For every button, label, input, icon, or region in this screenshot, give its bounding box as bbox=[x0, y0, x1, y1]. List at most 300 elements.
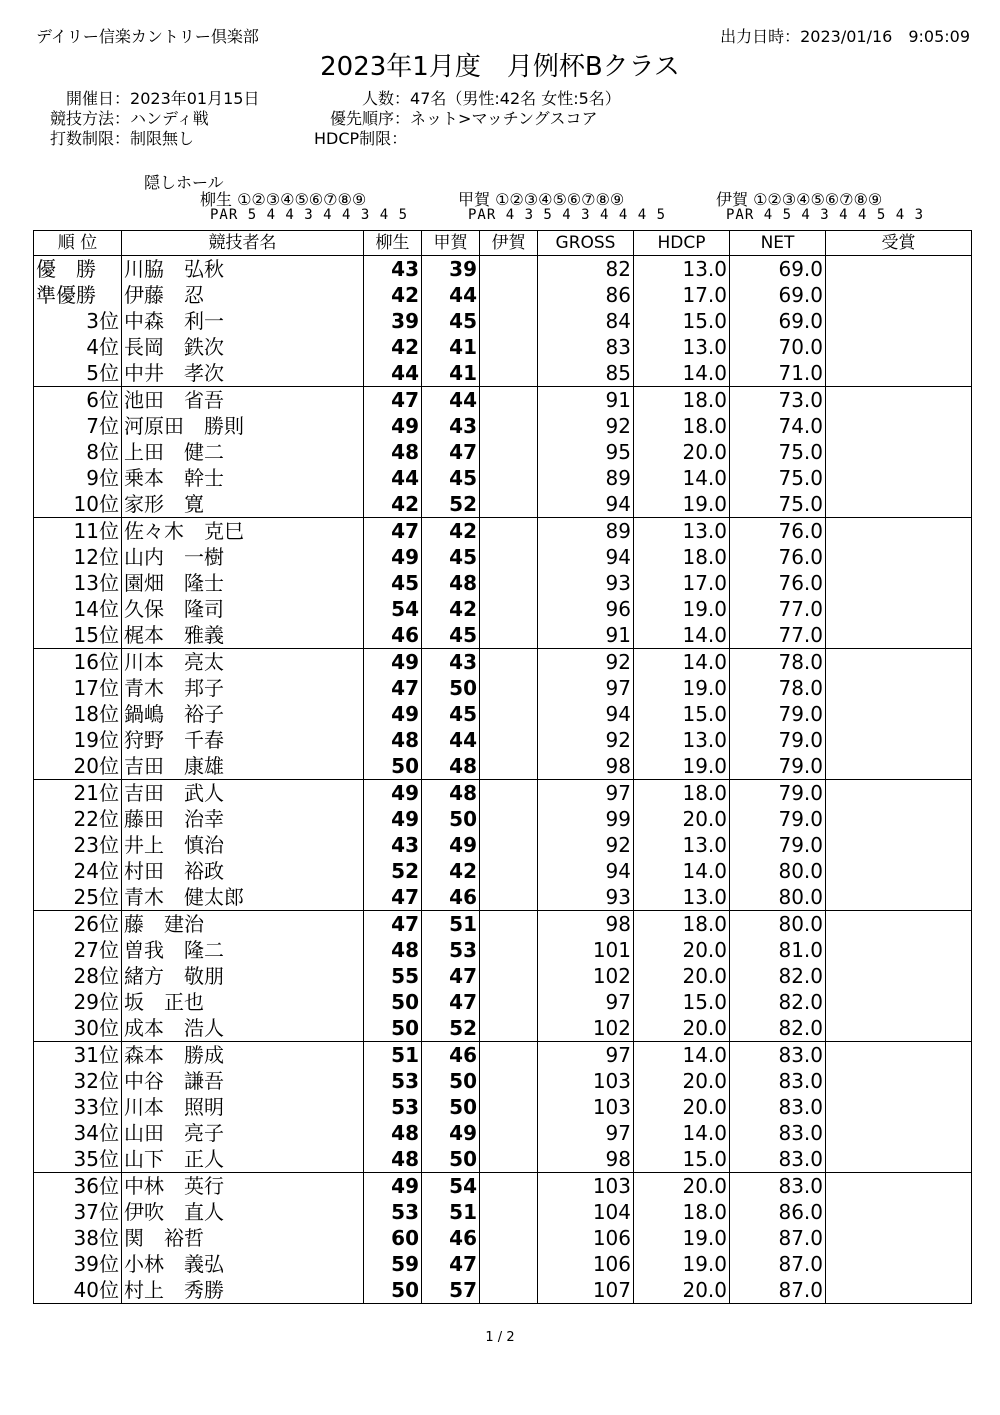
net-score: 83.0 bbox=[730, 1173, 826, 1200]
name-cell: 上田 健二 bbox=[122, 439, 364, 465]
method-value: ハンディ戦 bbox=[130, 109, 209, 128]
table-row bbox=[34, 570, 972, 596]
gross-score: 107 bbox=[538, 1277, 634, 1304]
gross-score: 82 bbox=[538, 256, 634, 283]
name-cell: 小林 義弘 bbox=[122, 1251, 364, 1277]
net-score: 71.0 bbox=[730, 360, 826, 387]
par-yagyu: PAR 5 4 4 3 4 4 3 4 5 bbox=[210, 207, 409, 223]
net-score: 79.0 bbox=[730, 780, 826, 807]
award-cell bbox=[826, 1146, 972, 1173]
gross-score: 101 bbox=[538, 937, 634, 963]
rank-cell: 24位 bbox=[34, 858, 122, 884]
table-row bbox=[34, 413, 972, 439]
hdcp-value: 14.0 bbox=[634, 858, 730, 884]
yagyu-score: 53 bbox=[364, 1094, 422, 1120]
award-cell bbox=[826, 1068, 972, 1094]
rank-cell: 5位 bbox=[34, 360, 122, 387]
net-score: 73.0 bbox=[730, 387, 826, 414]
col-iga-header: 伊賀 bbox=[480, 231, 538, 256]
stroke-limit-label: 打数制限：制限無し bbox=[50, 129, 195, 148]
koka-score: 51 bbox=[422, 911, 480, 938]
net-score: 83.0 bbox=[730, 1146, 826, 1173]
award-cell bbox=[826, 963, 972, 989]
hdcp-value: 18.0 bbox=[634, 544, 730, 570]
gross-score: 94 bbox=[538, 491, 634, 518]
award-cell bbox=[826, 727, 972, 753]
net-score: 83.0 bbox=[730, 1042, 826, 1069]
page-title: 2023年1月度 月例杯Bクラス bbox=[320, 52, 680, 82]
koka-score: 43 bbox=[422, 413, 480, 439]
gross-score: 89 bbox=[538, 518, 634, 545]
award-cell bbox=[826, 465, 972, 491]
award-cell bbox=[826, 1251, 972, 1277]
iga-score bbox=[480, 1277, 538, 1304]
net-score: 87.0 bbox=[730, 1277, 826, 1304]
name-cell: 山内 一樹 bbox=[122, 544, 364, 570]
rank-cell: 11位 bbox=[34, 518, 122, 545]
gross-score: 96 bbox=[538, 596, 634, 622]
net-score: 79.0 bbox=[730, 727, 826, 753]
award-cell bbox=[826, 701, 972, 727]
name-cell: 関 裕哲 bbox=[122, 1225, 364, 1251]
hdcp-value: 14.0 bbox=[634, 622, 730, 649]
koka-score: 51 bbox=[422, 1199, 480, 1225]
rank-cell: 36位 bbox=[34, 1173, 122, 1200]
gross-score: 94 bbox=[538, 544, 634, 570]
name-cell: 青木 邦子 bbox=[122, 675, 364, 701]
yagyu-score: 42 bbox=[364, 334, 422, 360]
koka-score: 48 bbox=[422, 570, 480, 596]
iga-score bbox=[480, 1120, 538, 1146]
hidden-holes-label: 隠しホール bbox=[144, 173, 224, 192]
name-cell: 中井 孝次 bbox=[122, 360, 364, 387]
table-row bbox=[34, 465, 972, 491]
gross-score: 103 bbox=[538, 1068, 634, 1094]
name-cell: 伊吹 直人 bbox=[122, 1199, 364, 1225]
yagyu-score: 48 bbox=[364, 727, 422, 753]
gross-score: 97 bbox=[538, 675, 634, 701]
yagyu-score: 49 bbox=[364, 780, 422, 807]
table-row bbox=[34, 544, 972, 570]
rank-cell: 6位 bbox=[34, 387, 122, 414]
iga-score bbox=[480, 780, 538, 807]
hdcp-value: 18.0 bbox=[634, 387, 730, 414]
net-score: 76.0 bbox=[730, 544, 826, 570]
gross-score: 99 bbox=[538, 806, 634, 832]
koka-score: 44 bbox=[422, 387, 480, 414]
name-cell: 村田 裕政 bbox=[122, 858, 364, 884]
name-cell: 村上 秀勝 bbox=[122, 1277, 364, 1304]
hdcp-value: 19.0 bbox=[634, 596, 730, 622]
award-cell bbox=[826, 911, 972, 938]
rank-cell: 10位 bbox=[34, 491, 122, 518]
koka-score: 41 bbox=[422, 360, 480, 387]
iga-score bbox=[480, 884, 538, 911]
gross-score: 103 bbox=[538, 1094, 634, 1120]
hdcp-value: 15.0 bbox=[634, 1146, 730, 1173]
table-row bbox=[34, 622, 972, 649]
name-cell: 緒方 敬朋 bbox=[122, 963, 364, 989]
koka-score: 45 bbox=[422, 308, 480, 334]
hdcp-value: 20.0 bbox=[634, 963, 730, 989]
yagyu-score: 50 bbox=[364, 1277, 422, 1304]
name-cell: 家形 寛 bbox=[122, 491, 364, 518]
rank-cell: 優 勝 bbox=[34, 256, 122, 283]
name-cell: 中森 利一 bbox=[122, 308, 364, 334]
col-hdcp-header: HDCP bbox=[634, 231, 730, 256]
name-cell: 狩野 千春 bbox=[122, 727, 364, 753]
iga-score bbox=[480, 518, 538, 545]
koka-score: 50 bbox=[422, 806, 480, 832]
yagyu-score: 49 bbox=[364, 649, 422, 676]
hdcp-value: 20.0 bbox=[634, 937, 730, 963]
name-cell: 梶本 雅義 bbox=[122, 622, 364, 649]
rank-cell: 39位 bbox=[34, 1251, 122, 1277]
rank-cell: 16位 bbox=[34, 649, 122, 676]
gross-score: 92 bbox=[538, 727, 634, 753]
hdcp-value: 18.0 bbox=[634, 413, 730, 439]
award-cell bbox=[826, 858, 972, 884]
hdcp-value: 20.0 bbox=[634, 439, 730, 465]
table-row bbox=[34, 387, 972, 414]
iga-score bbox=[480, 753, 538, 780]
hdcp-value: 20.0 bbox=[634, 1068, 730, 1094]
iga-score bbox=[480, 387, 538, 414]
iga-score bbox=[480, 491, 538, 518]
gross-score: 83 bbox=[538, 334, 634, 360]
koka-score: 50 bbox=[422, 1094, 480, 1120]
yagyu-score: 48 bbox=[364, 1146, 422, 1173]
award-cell bbox=[826, 439, 972, 465]
iga-score bbox=[480, 1015, 538, 1042]
rank-cell: 21位 bbox=[34, 780, 122, 807]
net-score: 79.0 bbox=[730, 806, 826, 832]
name-cell: 園畑 隆士 bbox=[122, 570, 364, 596]
iga-score bbox=[480, 282, 538, 308]
hdcp-value: 19.0 bbox=[634, 753, 730, 780]
players-value: 47名（男性:42名 女性:5名） bbox=[410, 89, 621, 108]
iga-score bbox=[480, 413, 538, 439]
gross-score: 84 bbox=[538, 308, 634, 334]
priority-label: 優先順序：ネット>マッチングスコア bbox=[330, 109, 598, 128]
name-cell: 山田 亮子 bbox=[122, 1120, 364, 1146]
iga-score bbox=[480, 439, 538, 465]
gross-score: 103 bbox=[538, 1173, 634, 1200]
net-score: 76.0 bbox=[730, 570, 826, 596]
table-row bbox=[34, 937, 972, 963]
iga-score bbox=[480, 1173, 538, 1200]
rank-cell: 7位 bbox=[34, 413, 122, 439]
hdcp-value: 20.0 bbox=[634, 1277, 730, 1304]
yagyu-score: 39 bbox=[364, 308, 422, 334]
gross-score: 104 bbox=[538, 1199, 634, 1225]
hdcp-value: 17.0 bbox=[634, 570, 730, 596]
koka-score: 39 bbox=[422, 256, 480, 283]
rank-cell: 29位 bbox=[34, 989, 122, 1015]
gross-score: 94 bbox=[538, 858, 634, 884]
koka-score: 46 bbox=[422, 884, 480, 911]
yagyu-score: 48 bbox=[364, 937, 422, 963]
rank-cell: 37位 bbox=[34, 1199, 122, 1225]
players-label: 人数：47名（男性:42名 女性:5名） bbox=[362, 89, 621, 108]
award-cell bbox=[826, 570, 972, 596]
award-cell bbox=[826, 832, 972, 858]
koka-score: 52 bbox=[422, 1015, 480, 1042]
koka-score: 45 bbox=[422, 701, 480, 727]
yagyu-score: 44 bbox=[364, 465, 422, 491]
net-score: 87.0 bbox=[730, 1251, 826, 1277]
hdcp-value: 18.0 bbox=[634, 911, 730, 938]
award-cell bbox=[826, 334, 972, 360]
name-cell: 佐々木 克巳 bbox=[122, 518, 364, 545]
gross-score: 86 bbox=[538, 282, 634, 308]
col-award-header: 受賞 bbox=[826, 231, 972, 256]
koka-score: 52 bbox=[422, 491, 480, 518]
net-score: 82.0 bbox=[730, 963, 826, 989]
award-cell bbox=[826, 1015, 972, 1042]
net-score: 76.0 bbox=[730, 518, 826, 545]
gross-score: 97 bbox=[538, 1120, 634, 1146]
hdcp-value: 13.0 bbox=[634, 518, 730, 545]
koka-score: 53 bbox=[422, 937, 480, 963]
table-row bbox=[34, 1068, 972, 1094]
hdcp-value: 19.0 bbox=[634, 491, 730, 518]
rank-cell: 3位 bbox=[34, 308, 122, 334]
iga-score bbox=[480, 727, 538, 753]
award-cell bbox=[826, 256, 972, 283]
stroke-limit-value: 制限無し bbox=[130, 129, 195, 148]
rank-cell: 19位 bbox=[34, 727, 122, 753]
koka-score: 46 bbox=[422, 1225, 480, 1251]
net-score: 83.0 bbox=[730, 1094, 826, 1120]
gross-score: 92 bbox=[538, 832, 634, 858]
yagyu-score: 55 bbox=[364, 963, 422, 989]
yagyu-score: 47 bbox=[364, 884, 422, 911]
rank-cell: 33位 bbox=[34, 1094, 122, 1120]
iga-score bbox=[480, 360, 538, 387]
award-cell bbox=[826, 413, 972, 439]
award-cell bbox=[826, 1199, 972, 1225]
yagyu-score: 47 bbox=[364, 911, 422, 938]
hdcp-value: 15.0 bbox=[634, 989, 730, 1015]
table-row bbox=[34, 1199, 972, 1225]
par-iga: PAR 4 5 4 3 4 4 5 4 3 bbox=[726, 207, 925, 223]
koka-score: 47 bbox=[422, 439, 480, 465]
col-net-header: NET bbox=[730, 231, 826, 256]
name-cell: 伊藤 忍 bbox=[122, 282, 364, 308]
name-cell: 坂 正也 bbox=[122, 989, 364, 1015]
yagyu-score: 50 bbox=[364, 989, 422, 1015]
iga-score bbox=[480, 1094, 538, 1120]
iga-score bbox=[480, 806, 538, 832]
rank-cell: 20位 bbox=[34, 753, 122, 780]
iga-score bbox=[480, 596, 538, 622]
net-score: 79.0 bbox=[730, 832, 826, 858]
name-cell: 吉田 康雄 bbox=[122, 753, 364, 780]
hdcp-value: 15.0 bbox=[634, 308, 730, 334]
gross-score: 106 bbox=[538, 1225, 634, 1251]
table-row bbox=[34, 858, 972, 884]
hdcp-value: 14.0 bbox=[634, 360, 730, 387]
iga-score bbox=[480, 1068, 538, 1094]
col-name-header: 競技者名 bbox=[122, 231, 364, 256]
gross-score: 98 bbox=[538, 1146, 634, 1173]
koka-score: 48 bbox=[422, 753, 480, 780]
table-row bbox=[34, 282, 972, 308]
yagyu-score: 43 bbox=[364, 832, 422, 858]
name-cell: 藤田 治幸 bbox=[122, 806, 364, 832]
gross-score: 97 bbox=[538, 989, 634, 1015]
award-cell bbox=[826, 1042, 972, 1069]
award-cell bbox=[826, 1120, 972, 1146]
koka-score: 45 bbox=[422, 544, 480, 570]
hdcp-value: 14.0 bbox=[634, 649, 730, 676]
yagyu-score: 48 bbox=[364, 439, 422, 465]
table-row bbox=[34, 832, 972, 858]
net-score: 69.0 bbox=[730, 256, 826, 283]
koka-score: 50 bbox=[422, 1068, 480, 1094]
hdcp-value: 13.0 bbox=[634, 832, 730, 858]
rank-cell: 25位 bbox=[34, 884, 122, 911]
table-row bbox=[34, 806, 972, 832]
award-cell bbox=[826, 1173, 972, 1200]
table-row bbox=[34, 256, 972, 283]
award-cell bbox=[826, 622, 972, 649]
hdcp-value: 19.0 bbox=[634, 675, 730, 701]
results-body bbox=[34, 256, 972, 1304]
name-cell: 井上 慎治 bbox=[122, 832, 364, 858]
col-gross-header: GROSS bbox=[538, 231, 634, 256]
results-table bbox=[33, 230, 972, 1304]
yagyu-score: 50 bbox=[364, 753, 422, 780]
name-cell: 久保 隆司 bbox=[122, 596, 364, 622]
koka-score: 47 bbox=[422, 1251, 480, 1277]
hidden-holes-yagyu: 柳生 ①②③④⑤⑥⑦⑧⑨ bbox=[200, 190, 367, 209]
iga-score bbox=[480, 1225, 538, 1251]
iga-score bbox=[480, 858, 538, 884]
club-name: デイリー信楽カントリー倶楽部 bbox=[36, 27, 259, 46]
gross-score: 102 bbox=[538, 963, 634, 989]
rank-cell: 18位 bbox=[34, 701, 122, 727]
iga-score bbox=[480, 675, 538, 701]
iga-score bbox=[480, 1199, 538, 1225]
yagyu-score: 49 bbox=[364, 413, 422, 439]
hidden-holes-koka: 甲賀 ①②③④⑤⑥⑦⑧⑨ bbox=[458, 190, 625, 209]
table-row bbox=[34, 727, 972, 753]
gross-score: 95 bbox=[538, 439, 634, 465]
gross-score: 92 bbox=[538, 413, 634, 439]
table-row bbox=[34, 1225, 972, 1251]
award-cell bbox=[826, 518, 972, 545]
net-score: 75.0 bbox=[730, 439, 826, 465]
name-cell: 青木 健太郎 bbox=[122, 884, 364, 911]
rank-cell: 8位 bbox=[34, 439, 122, 465]
iga-score bbox=[480, 256, 538, 283]
gross-score: 89 bbox=[538, 465, 634, 491]
col-koka-header: 甲賀 bbox=[422, 231, 480, 256]
name-cell: 川脇 弘秋 bbox=[122, 256, 364, 283]
net-score: 74.0 bbox=[730, 413, 826, 439]
award-cell bbox=[826, 491, 972, 518]
yagyu-score: 47 bbox=[364, 518, 422, 545]
yagyu-score: 42 bbox=[364, 282, 422, 308]
hdcp-value: 14.0 bbox=[634, 1120, 730, 1146]
table-row bbox=[34, 1015, 972, 1042]
name-cell: 山下 正人 bbox=[122, 1146, 364, 1173]
name-cell: 藤 建治 bbox=[122, 911, 364, 938]
table-row bbox=[34, 1146, 972, 1173]
name-cell: 森本 勝成 bbox=[122, 1042, 364, 1069]
iga-score bbox=[480, 1146, 538, 1173]
iga-score bbox=[480, 570, 538, 596]
award-cell bbox=[826, 360, 972, 387]
award-cell bbox=[826, 596, 972, 622]
rank-cell: 17位 bbox=[34, 675, 122, 701]
rank-cell: 35位 bbox=[34, 1146, 122, 1173]
table-row bbox=[34, 518, 972, 545]
method-label: 競技方法：ハンディ戦 bbox=[50, 109, 209, 128]
gross-score: 97 bbox=[538, 780, 634, 807]
rank-cell: 4位 bbox=[34, 334, 122, 360]
name-cell: 長岡 鉄次 bbox=[122, 334, 364, 360]
award-cell bbox=[826, 1225, 972, 1251]
rank-cell: 38位 bbox=[34, 1225, 122, 1251]
iga-score bbox=[480, 649, 538, 676]
iga-score bbox=[480, 937, 538, 963]
printed-timestamp: 出力日時：2023/01/16 9:05:09 bbox=[720, 27, 970, 46]
net-score: 86.0 bbox=[730, 1199, 826, 1225]
table-row bbox=[34, 780, 972, 807]
table-row bbox=[34, 911, 972, 938]
hidden-holes-iga: 伊賀 ①②③④⑤⑥⑦⑧⑨ bbox=[716, 190, 883, 209]
award-cell bbox=[826, 649, 972, 676]
award-cell bbox=[826, 806, 972, 832]
hdcp-value: 13.0 bbox=[634, 884, 730, 911]
rank-cell: 14位 bbox=[34, 596, 122, 622]
net-score: 80.0 bbox=[730, 911, 826, 938]
name-cell: 成本 浩人 bbox=[122, 1015, 364, 1042]
net-score: 70.0 bbox=[730, 334, 826, 360]
hdcp-value: 19.0 bbox=[634, 1225, 730, 1251]
award-cell bbox=[826, 989, 972, 1015]
iga-score bbox=[480, 334, 538, 360]
rank-cell: 13位 bbox=[34, 570, 122, 596]
gross-score: 94 bbox=[538, 701, 634, 727]
table-row bbox=[34, 1277, 972, 1304]
iga-score bbox=[480, 465, 538, 491]
iga-score bbox=[480, 989, 538, 1015]
koka-score: 42 bbox=[422, 596, 480, 622]
net-score: 75.0 bbox=[730, 491, 826, 518]
yagyu-score: 49 bbox=[364, 701, 422, 727]
name-cell: 鍋嶋 裕子 bbox=[122, 701, 364, 727]
date-label: 開催日：2023年01月15日 bbox=[66, 89, 260, 108]
iga-score bbox=[480, 622, 538, 649]
rank-cell: 40位 bbox=[34, 1277, 122, 1304]
table-row bbox=[34, 675, 972, 701]
koka-score: 43 bbox=[422, 649, 480, 676]
rank-cell: 22位 bbox=[34, 806, 122, 832]
iga-score bbox=[480, 832, 538, 858]
hdcp-value: 18.0 bbox=[634, 1199, 730, 1225]
rank-cell: 28位 bbox=[34, 963, 122, 989]
iga-score bbox=[480, 1251, 538, 1277]
net-score: 82.0 bbox=[730, 989, 826, 1015]
hdcp-value: 15.0 bbox=[634, 701, 730, 727]
yagyu-score: 49 bbox=[364, 544, 422, 570]
table-row bbox=[34, 596, 972, 622]
hdcp-value: 14.0 bbox=[634, 465, 730, 491]
